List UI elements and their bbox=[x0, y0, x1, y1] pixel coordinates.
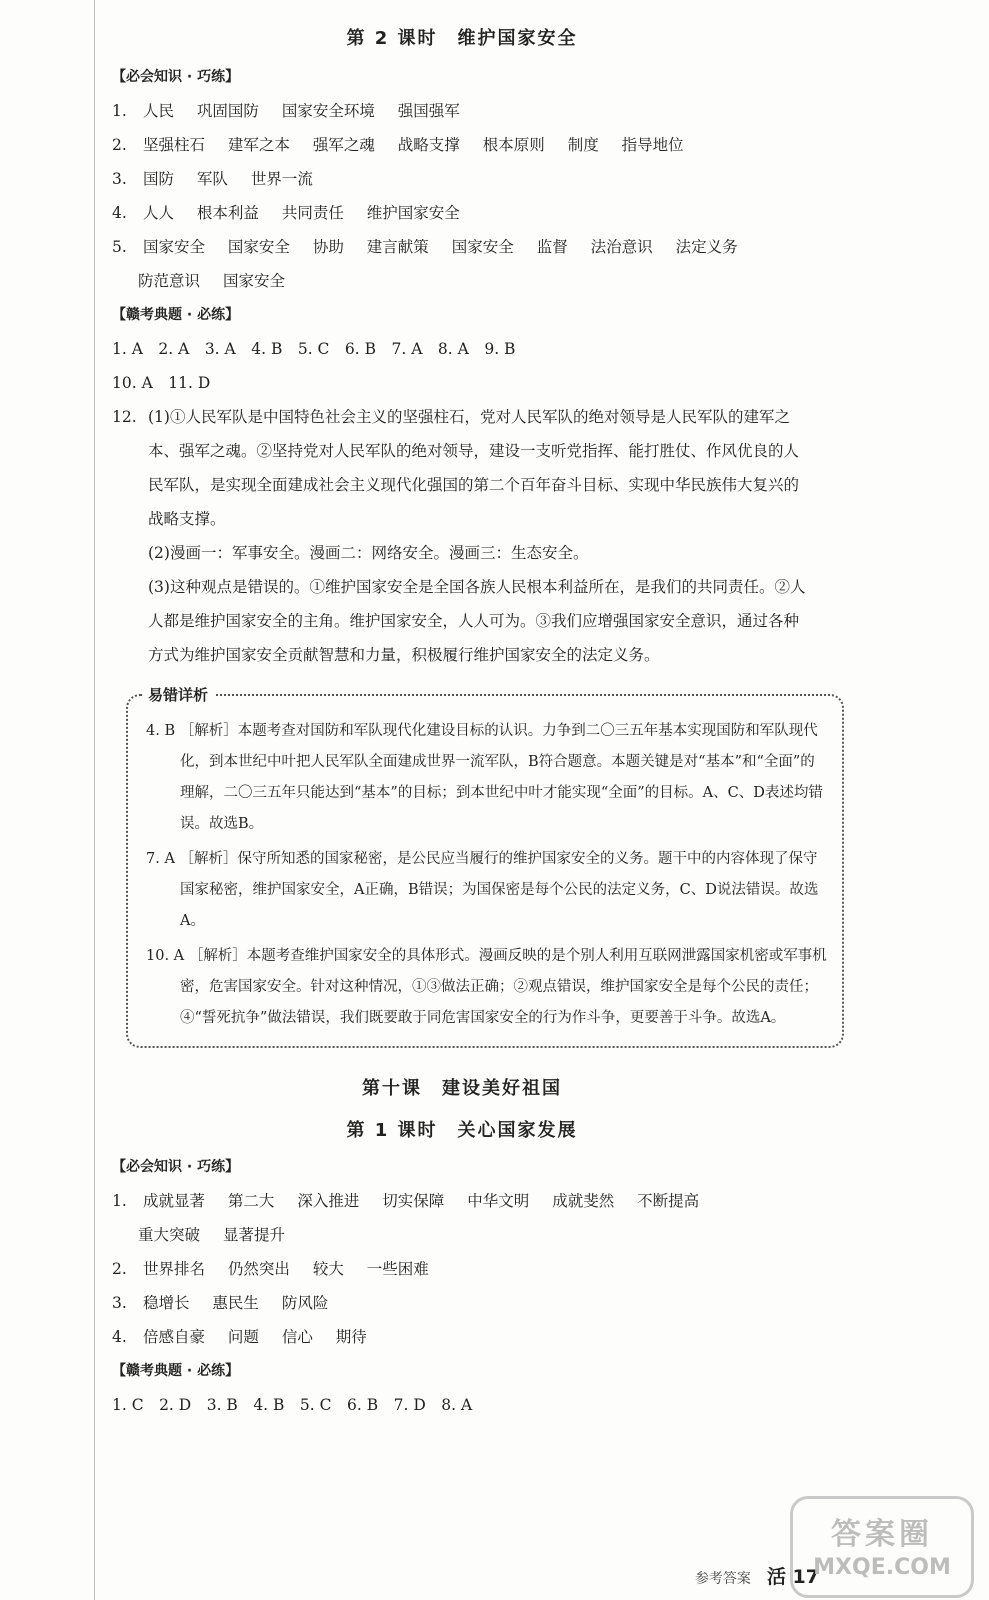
answer-row: 10. A 11. D bbox=[112, 374, 211, 392]
exam-section-heading: 【赣考典题 · 必练】 bbox=[112, 1363, 240, 1379]
knowledge-list bbox=[112, 1184, 812, 1354]
knowledge-item-4: 4. 倍感自豪 问题 信心 期待 bbox=[112, 1328, 367, 1346]
lesson-10-title: 第十课 建设美好祖国 bbox=[362, 1078, 562, 1099]
error-item-text: 本题考查维护国家安全的具体形式。漫画反映的是个别人利用互联网泄露国家机密或军事机密，危害国家安全。针对这种情况，①③做法正确；②观点错误，维护国家安全是每个公民的责任；④“誓死抗争”做法错误，我们既要敢于同危害国家安全的行为作斗争，更要善于斗争。故选A。 bbox=[180, 948, 827, 1026]
knowledge-item-2: 2. 坚强柱石 建军之本 强军之魂 战略支撑 根本原则 制度 指导地位 bbox=[112, 136, 684, 154]
knowledge-item-4: 4. 人人 根本利益 共同责任 维护国家安全 bbox=[112, 204, 460, 222]
error-item-head: 4. B ［解析］ bbox=[146, 723, 238, 739]
q12-part-3: (3)这种观点是错误的。①维护国家安全是全国各族人民根本利益所在，是我们的共同责任。②人人都是维护国家安全的主角。维护国家安全，人人可为。③我们应增强国家安全意识，通过各种方式为维护国家安全贡献智慧和力量，积极履行维护国家安全的法定义务。 bbox=[148, 578, 806, 664]
error-analysis-title: 易错详析 bbox=[142, 684, 214, 705]
error-item-text: 保守所知悉的国家秘密，是公民应当履行的维护国家安全的义务。题干中的内容体现了保守国家秘密，维护国家安全，A正确，B错误；为国保密是每个公民的法定义务，C、D说法错误。故选A。 bbox=[180, 851, 819, 929]
knowledge-item-3: 3. 国防 军队 世界一流 bbox=[112, 170, 313, 188]
knowledge-item-1-continued: 重大突破 显著提升 bbox=[138, 1226, 285, 1244]
knowledge-item-1: 1. 成就显著 第二大 深入推进 切实保障 中华文明 成就斐然 不断提高 bbox=[112, 1192, 700, 1210]
knowledge-section-heading: 【必会知识 · 巧练】 bbox=[112, 1159, 240, 1175]
error-analysis-box bbox=[126, 686, 844, 1048]
knowledge-item-3: 3. 稳增长 惠民生 防风险 bbox=[112, 1294, 329, 1312]
question-number: 12. bbox=[112, 408, 137, 426]
watermark-logo bbox=[790, 1496, 974, 1598]
knowledge-item-5: 5. 国家安全 国家安全 协助 建言献策 国家安全 监督 法治意识 法定义务 bbox=[112, 238, 738, 256]
error-item-7 bbox=[146, 844, 828, 937]
error-item-10 bbox=[146, 941, 828, 1034]
error-item-head: 10. A ［解析］ bbox=[146, 948, 247, 964]
lesson-10-subtitle: 第 1 课时 关心国家发展 bbox=[346, 1120, 578, 1141]
knowledge-item-2: 2. 世界排名 仍然突出 较大 一些困难 bbox=[112, 1260, 429, 1278]
watermark-text: 答案圈 bbox=[831, 1517, 933, 1552]
q12-part-2: (2)漫画一：军事安全。漫画二：网络安全。漫画三：生态安全。 bbox=[148, 544, 589, 562]
error-item-head: 7. A ［解析］ bbox=[146, 851, 238, 867]
q12-part-1: (1)①人民军队是中国特色社会主义的坚强柱石，党对人民军队的绝对领导是人民军队的建军之本、强军之魂。②坚持党对人民军队的绝对领导，建设一支听党指挥、能打胜仗、作风优良的人民军队，是实现全面建成社会主义现代化强国的第二个百年奋斗目标、实现中华民族伟大复兴的战略支撑。 bbox=[148, 408, 800, 528]
answer-row: 1. C 2. D 3. B 4. B 5. C 6. B 7. D 8. A bbox=[112, 1396, 473, 1414]
answer-row: 1. A 2. A 3. A 4. B 5. C 6. B 7. A 8. A 9. B bbox=[112, 340, 516, 358]
answer-page bbox=[112, 18, 827, 1422]
knowledge-item-5-continued: 防范意识 国家安全 bbox=[138, 272, 285, 290]
knowledge-item-1: 1. 人民 巩固国防 国家安全环境 强国强军 bbox=[112, 102, 460, 120]
knowledge-section-heading: 【必会知识 · 巧练】 bbox=[112, 69, 240, 85]
exam-section-heading: 【赣考典题 · 必练】 bbox=[112, 307, 240, 323]
question-12-answer bbox=[112, 400, 812, 672]
error-item-4 bbox=[146, 716, 828, 840]
page-number: 活 17 bbox=[766, 1566, 819, 1588]
footer-label: 参考答案 bbox=[694, 1571, 751, 1587]
error-item-text: 本题考查对国防和军队现代化建设目标的认识。力争到二〇三五年基本实现国防和军队现代化，到本世纪中叶把人民军队全面建成世界一流军队，B符合题意。本题关键是对“基本”和“全面”的理解，二〇三五年只能达到“基本”的目标；到本世纪中叶才能实现“全面”的目标。A、C、D表述均错误。故选B。 bbox=[180, 723, 823, 832]
binding-margin-line bbox=[94, 0, 95, 1600]
watermark-url: MXQE.COM bbox=[813, 1555, 951, 1580]
knowledge-list bbox=[112, 94, 812, 298]
lesson-2-title: 第 2 课时 维护国家安全 bbox=[346, 28, 578, 49]
